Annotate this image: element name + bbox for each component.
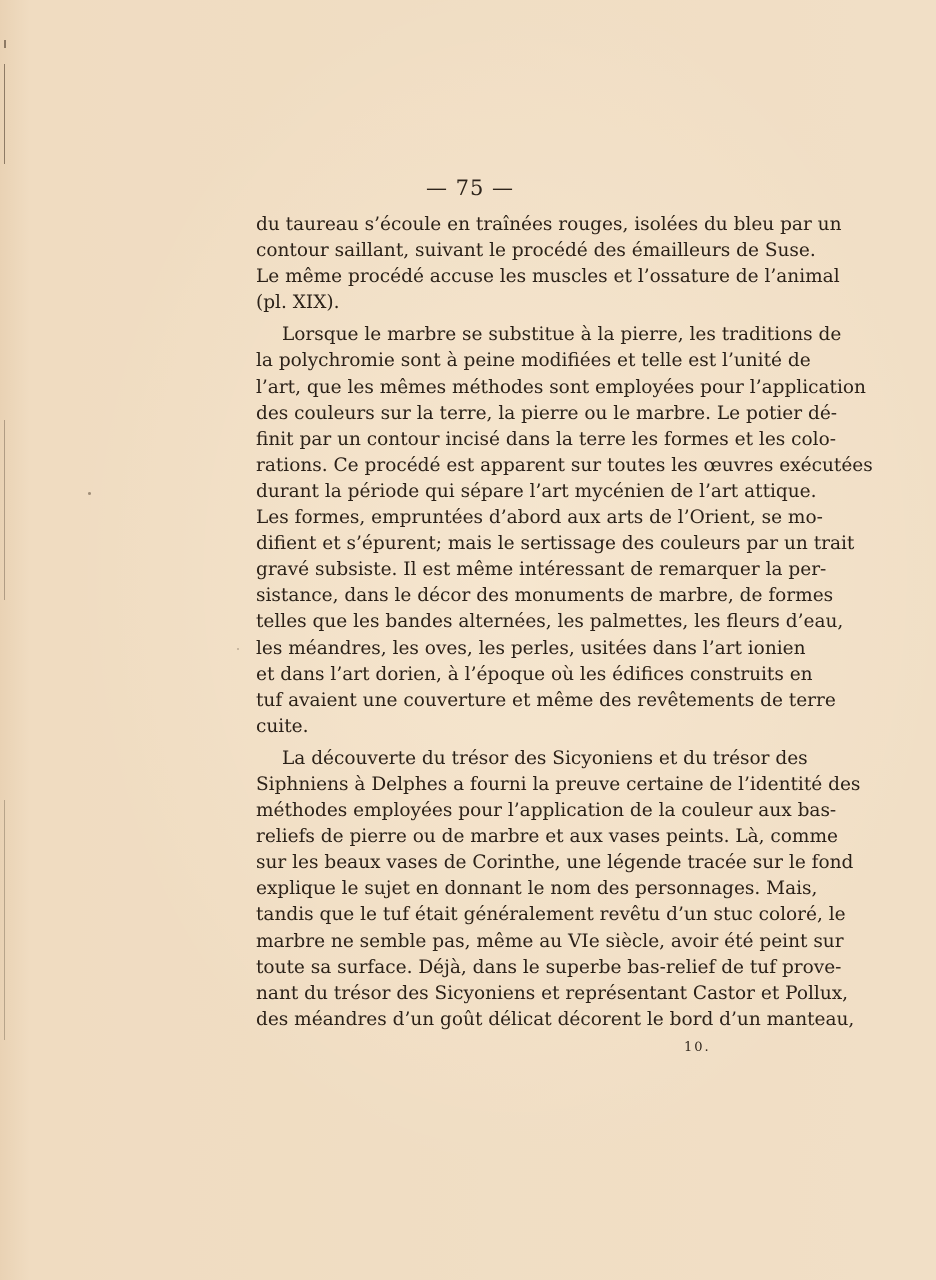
text-line: durant la période qui sépare l’art mycénien de l’art attique. <box>256 480 817 502</box>
text-line: explique le sujet en donnant le nom des personnages. Mais, <box>256 878 818 900</box>
binding-mark <box>4 40 6 48</box>
text-line: telles que les bandes alternées, les palmettes, les fleurs d’eau, <box>256 611 844 633</box>
text-line: tuf avaient une couverture et même des revêtements de terre <box>256 689 836 711</box>
text-line: rations. Ce procédé est apparent sur toutes les œuvres exécutées <box>256 454 873 476</box>
binding-mark <box>4 800 5 1040</box>
text-line: Les formes, empruntées d’abord aux arts de l’Orient, se mo- <box>256 507 823 529</box>
text-line: méthodes employées pour l’application de la couleur aux bas- <box>256 800 837 822</box>
text-line: l’art, que les mêmes méthodes sont employées pour l’application <box>256 376 866 398</box>
text-line: (pl. XIX). <box>256 292 340 314</box>
binding-mark <box>4 64 5 164</box>
text-line: Lorsque le marbre se substitue à la pierre, les traditions de <box>282 324 842 346</box>
text-line: des couleurs sur la terre, la pierre ou le marbre. Le potier dé- <box>256 402 838 424</box>
paper-speck <box>237 648 239 650</box>
paper-speck <box>88 492 91 495</box>
text-line: reliefs de pierre ou de marbre et aux vases peints. Là, comme <box>256 826 838 848</box>
text-line: les méandres, les oves, les perles, usitées dans l’art ionien <box>256 637 806 659</box>
text-line: Le même procédé accuse les muscles et l’ossature de l’animal <box>256 266 840 288</box>
binding-mark <box>4 420 5 600</box>
text-line: sistance, dans le décor des monuments de marbre, de formes <box>256 585 834 607</box>
text-line: toute sa surface. Déjà, dans le superbe bas-relief de tuf prove- <box>256 956 842 978</box>
text-line: et dans l’art dorien, à l’époque où les édifices construits en <box>256 663 813 685</box>
text-line: nant du trésor des Sicyoniens et représentant Castor et Pollux, <box>256 982 849 1004</box>
text-line: sur les beaux vases de Corinthe, une légende tracée sur le fond <box>256 852 854 874</box>
text-line: la polychromie sont à peine modifiées et telle est l’unité de <box>256 350 811 372</box>
text-line: contour saillant, suivant le procédé des émailleurs de Suse. <box>256 240 816 262</box>
text-line: du taureau s’écoule en traînées rouges, isolées du bleu par un <box>256 214 842 235</box>
text-line: La découverte du trésor des Sicyoniens et du trésor des <box>282 747 808 769</box>
page-number: — 75 — <box>425 176 515 200</box>
text-line: marbre ne semble pas, même au VIe siècle, avoir été peint sur <box>256 930 844 952</box>
text-line: tandis que le tuf était généralement revêtu d’un stuc coloré, le <box>256 904 846 926</box>
text-line: gravé subsiste. Il est même intéressant de remarquer la per- <box>256 559 827 581</box>
signature-mark: 10. <box>684 1040 711 1055</box>
text-line: Siphniens à Delphes a fourni la preuve certaine de l’identité des <box>256 773 861 795</box>
text-line: cuite. <box>256 715 309 737</box>
text-line: finit par un contour incisé dans la terre les formes et les colo- <box>256 428 836 450</box>
text-line: des méandres d’un goût délicat décorent le bord d’un manteau, <box>256 1008 855 1030</box>
text-line: difient et s’épurent; mais le sertissage des couleurs par un trait <box>256 533 855 555</box>
body-text <box>256 212 873 1033</box>
